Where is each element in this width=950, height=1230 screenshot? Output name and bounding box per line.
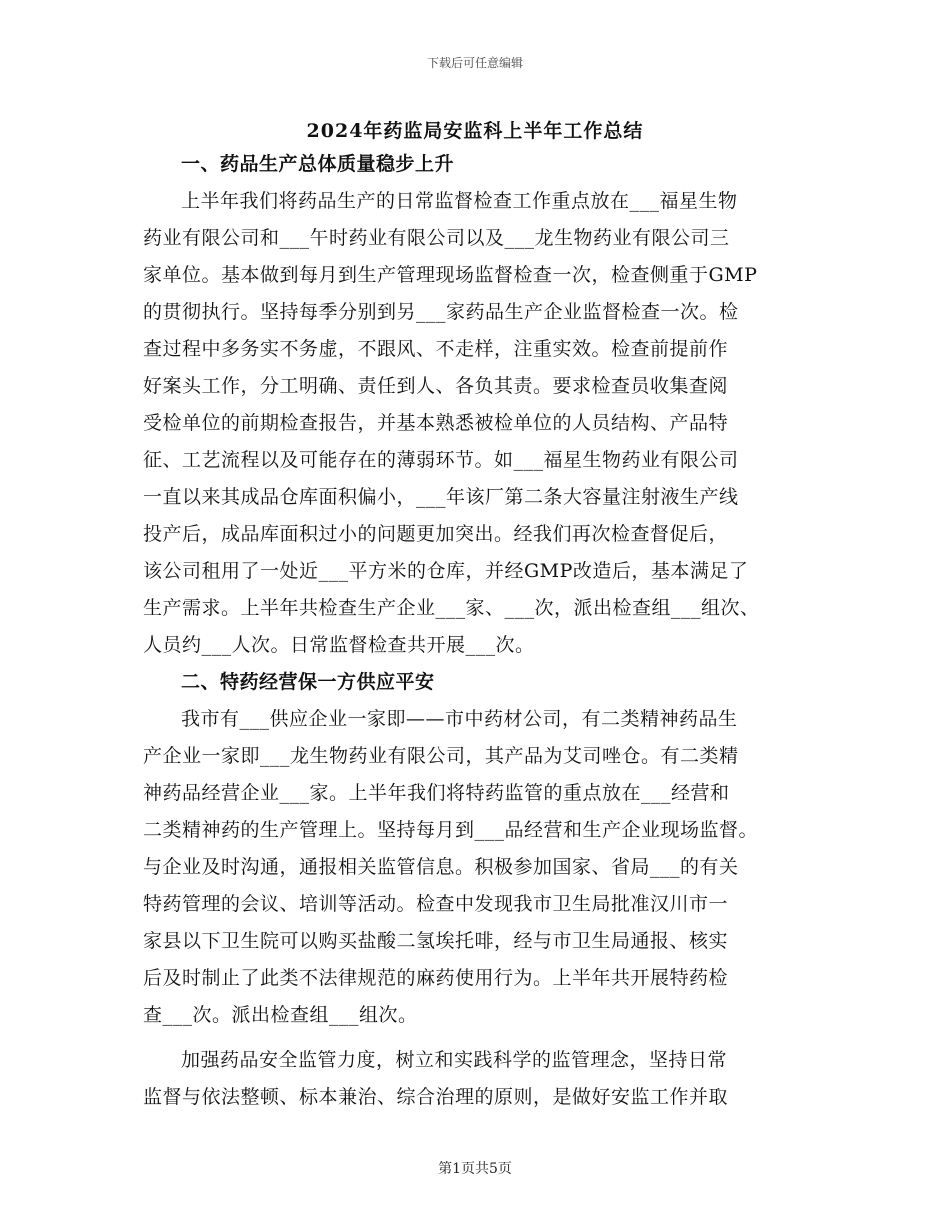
paragraph-line: 投产后，成品库面积过小的问题更加突出。经我们再次检查督促后， <box>143 523 729 545</box>
paragraph-line: 加强药品安全监管力度，树立和实践科学的监管理念，坚持日常 <box>181 1049 728 1071</box>
page-header: 下载后可任意编辑 <box>426 56 523 70</box>
paragraph-line: 家县以下卫生院可以购买盐酸二氢埃托啡，经与市卫生局通报、核实 <box>143 930 729 952</box>
paragraph-line: 该公司租用了一处近___平方米的仓库，并经GMP改造后，基本满足了 <box>143 560 749 582</box>
paragraph-line: 产企业一家即___龙生物药业有限公司，其产品为艾司唑仓。有二类精 <box>143 745 739 767</box>
paragraph-line: 一直以来其成品仓库面积偏小，___年该厂第二条大容量注射液生产线 <box>143 486 739 508</box>
section-heading: 一、药品生产总体质量稳步上升 <box>181 153 455 175</box>
paragraph-line: 后及时制止了此类不法律规范的麻药使用行为。上半年共开展特药检 <box>143 967 729 989</box>
paragraph-line: 药业有限公司和___午时药业有限公司以及___龙生物药业有限公司三 <box>143 227 730 249</box>
paragraph-line: 好案头工作，分工明确、责任到人、各负其责。要求检查员收集查阅 <box>143 375 729 397</box>
document-body <box>143 146 819 1116</box>
paragraph-line: 神药品经营企业___家。上半年我们将特药监管的重点放在___经营和 <box>143 782 730 804</box>
paragraph-line: 特药管理的会议、培训等活动。检查中发现我市卫生局批准汉川市一 <box>143 893 729 915</box>
section-heading: 二、特药经营保一方供应平安 <box>181 671 435 693</box>
page-number: 第1页共5页 <box>438 1161 512 1177</box>
paragraph-line: 生产需求。上半年共检查生产企业___家、___次，派出检查组___组次、 <box>143 597 760 619</box>
paragraph-line: 与企业及时沟通，通报相关监管信息。积极参加国家、省局___的有关 <box>143 856 739 878</box>
paragraph-line: 的贯彻执行。坚持每季分别到另___家药品生产企业监督检查一次。检 <box>143 301 739 323</box>
paragraph-line: 家单位。基本做到每月到生产管理现场监督检查一次，检查侧重于GMP <box>143 264 758 286</box>
paragraph-line: 监督与依法整顿、标本兼治、综合治理的原则，是做好安监工作并取 <box>143 1086 729 1108</box>
paragraph-line: 受检单位的前期检查报告，并基本熟悉被检单位的人员结构、产品特 <box>143 412 729 434</box>
document-title: 2024年药监局安监科上半年工作总结 <box>306 120 644 142</box>
paragraph-line: 查___次。派出检查组___组次。 <box>143 1004 418 1026</box>
paragraph-line: 我市有___供应企业一家即——市中药材公司，有二类精神药品生 <box>181 708 738 730</box>
paragraph-line: 二类精神药的生产管理上。坚持每月到___品经营和生产企业现场监督。 <box>143 819 759 841</box>
paragraph-line: 征、工艺流程以及可能存在的薄弱环节。如___福星生物药业有限公司 <box>143 449 739 471</box>
paragraph-line: 上半年我们将药品生产的日常监督检查工作重点放在___福星生物 <box>181 190 738 212</box>
paragraph-line: 查过程中多务实不务虚，不跟风、不走样，注重实效。检查前提前作 <box>143 338 729 360</box>
paragraph-line: 人员约___人次。日常监督检查共开展___次。 <box>143 634 535 656</box>
